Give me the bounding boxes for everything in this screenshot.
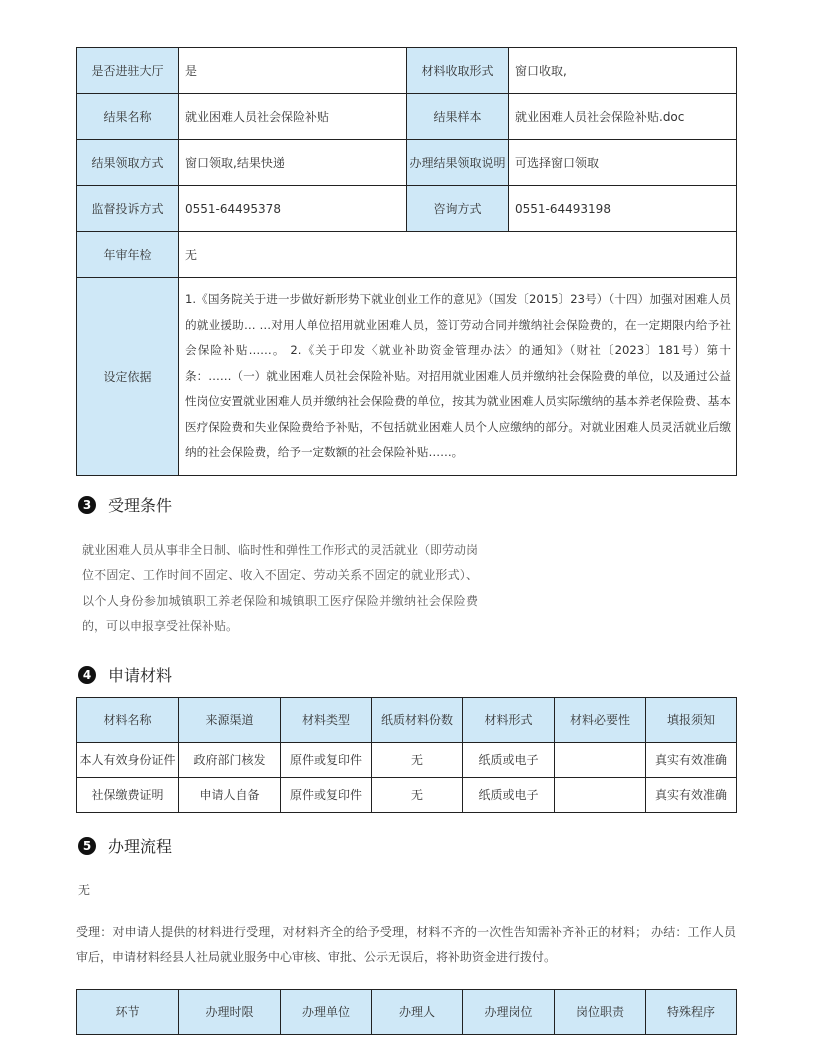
table-cell: 申请人自备 [179, 777, 281, 812]
column-header: 办理岗位 [463, 989, 555, 1034]
value-result-sample: 就业困难人员社会保险补贴.doc [509, 94, 737, 140]
column-header: 材料必要性 [555, 697, 646, 742]
table-header-row [77, 697, 737, 742]
label-in-hall: 是否进驻大厅 [77, 48, 179, 94]
column-header: 特殊程序 [646, 989, 737, 1034]
table-row [77, 140, 737, 186]
section-heading-process [76, 833, 736, 859]
label-basis: 设定依据 [77, 278, 179, 476]
label-complaint: 监督投诉方式 [77, 186, 179, 232]
table-cell: 纸质或电子 [463, 777, 555, 812]
value-result-name: 就业困难人员社会保险补贴 [179, 94, 407, 140]
section-title: 办理流程 [108, 837, 173, 856]
materials-table [76, 697, 737, 813]
table-header-row [77, 989, 737, 1034]
table-row [77, 278, 737, 476]
table-cell: 原件或复印件 [281, 777, 372, 812]
conditions-text: 就业困难人员从事非全日制、临时性和弹性工作形式的灵活就业（即劳动岗位不固定、工作时间不固定、收入不固定、劳动关系不固定的就业形式）、以个人身份参加城镇职工养老保险和城镇职工医疗保险并缴纳社会保险费的，可以申报享受社保补贴。 [82, 542, 479, 633]
process-description: 受理：对申请人提供的材料进行受理，对材料齐全的给予受理，材料不齐的一次性告知需补齐补正的材料； 办结：工作人员审后，申请材料经县人社局就业服务中心审核、审批、公示无误后，将补助资金进行拨付。 [76, 924, 736, 964]
value-annual-review: 无 [179, 232, 737, 278]
number-badge-icon: 3 [78, 496, 96, 514]
service-info-table [76, 47, 737, 476]
table-row [77, 186, 737, 232]
label-consult: 咨询方式 [407, 186, 509, 232]
column-header: 来源渠道 [179, 697, 281, 742]
column-header: 岗位职责 [555, 989, 646, 1034]
column-header: 材料类型 [281, 697, 372, 742]
section-title: 申请材料 [108, 666, 173, 685]
value-consult: 0551-64493198 [509, 186, 737, 232]
table-cell [555, 742, 646, 777]
table-cell: 社保缴费证明 [77, 777, 179, 812]
column-header: 填报须知 [646, 697, 737, 742]
label-result-name: 结果名称 [77, 94, 179, 140]
value-basis: 1.《国务院关于进一步做好新形势下就业创业工作的意见》（国发〔2015〕23号）（十四）加强对困难人员的就业援助… …对用人单位招用就业困难人员，签订劳动合同并缴纳社会保险费的，在一定期限内给予社会保险补贴……。 2.《关于印发〈就业补助资金管理办法〉的通知》（财社〔2023〕181号）第十条：……（一）就业困难人员社会保险补贴。对招用就业困难人员并缴纳社会保险费的单位，以及通过公益性岗位安置就业困难人员并缴纳社会保险费的单位，按其为就业困难人员实际缴纳的基本养老保险费、基本医疗保险费和失业保险费给予补贴，不包括就业困难人员个人应缴纳的部分。对就业困难人员灵活就业后缴纳的社会保险费，给予一定数额的社会保险补贴……。 [179, 278, 737, 476]
label-annual-review: 年审年检 [77, 232, 179, 278]
value-material-collection: 窗口收取, [509, 48, 737, 94]
label-result-sample: 结果样本 [407, 94, 509, 140]
value-pickup-note: 可选择窗口领取 [509, 140, 737, 186]
table-cell: 本人有效身份证件 [77, 742, 179, 777]
section-title: 受理条件 [108, 496, 173, 515]
column-header: 办理时限 [179, 989, 281, 1034]
column-header: 办理人 [372, 989, 463, 1034]
table-row [77, 777, 737, 812]
table-cell: 无 [372, 742, 463, 777]
column-header: 办理单位 [281, 989, 372, 1034]
table-cell [555, 777, 646, 812]
column-header: 材料形式 [463, 697, 555, 742]
column-header: 纸质材料份数 [372, 697, 463, 742]
column-header: 材料名称 [77, 697, 179, 742]
table-row [77, 232, 737, 278]
process-table [76, 989, 737, 1035]
number-badge-icon: 4 [78, 666, 96, 684]
label-material-collection: 材料收取形式 [407, 48, 509, 94]
table-cell: 无 [372, 777, 463, 812]
table-cell: 原件或复印件 [281, 742, 372, 777]
table-row [77, 48, 737, 94]
section-heading-materials [76, 662, 736, 688]
label-result-pickup: 结果领取方式 [77, 140, 179, 186]
table-cell: 政府部门核发 [179, 742, 281, 777]
process-none-text: 无 [78, 882, 91, 897]
number-badge-icon: 5 [78, 837, 96, 855]
value-complaint: 0551-64495378 [179, 186, 407, 232]
value-in-hall: 是 [179, 48, 407, 94]
document-page [76, 0, 736, 1035]
table-cell: 纸质或电子 [463, 742, 555, 777]
table-cell: 真实有效准确 [646, 742, 737, 777]
label-pickup-note: 办理结果领取说明 [407, 140, 509, 186]
table-row [77, 742, 737, 777]
table-row [77, 94, 737, 140]
value-result-pickup: 窗口领取,结果快递 [179, 140, 407, 186]
section-heading-conditions [76, 492, 736, 518]
column-header: 环节 [77, 989, 179, 1034]
table-cell: 真实有效准确 [646, 777, 737, 812]
